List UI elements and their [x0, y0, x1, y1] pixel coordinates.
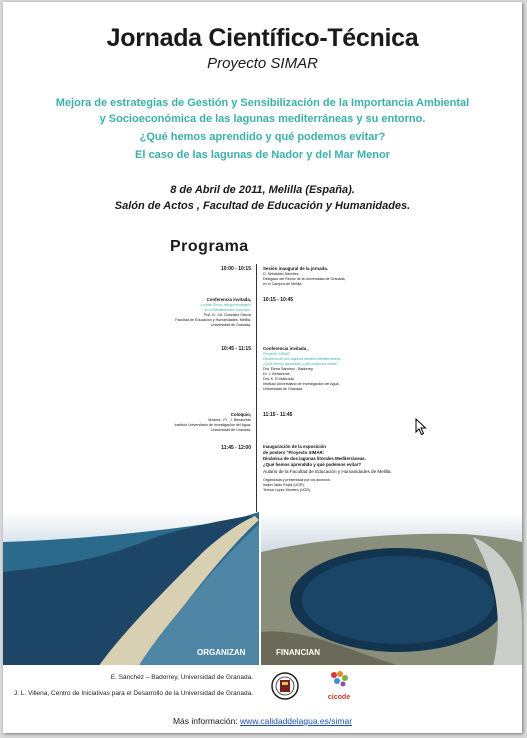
session-1-line: Delegado del Rector de la Universidad de Granada, [263, 277, 346, 281]
session-5-time: 11:45 - 12:00 [221, 445, 251, 451]
session-1-time: 10:00 - 10:15 [220, 266, 251, 272]
session-5-line: ¿Qué hemos aprendido y qué podemos evitar? [263, 462, 362, 467]
intro-line-3: ¿Qué hemos aprendido y qué podemos evitar? [139, 131, 386, 143]
credit-2: J. L. Villena, Centro de Iniciativas para el Desarrollo de la Universidad de Granada. [13, 690, 253, 697]
cicode-logo [316, 669, 362, 707]
session-2-line: en el Mediterráneo marroquí. [204, 308, 251, 312]
session-5-line: Aulario de la Facultad de Educación y Humanidades de Melilla. [263, 469, 392, 474]
session-3-title: Conferencia invitada , [263, 346, 309, 351]
lagoons-photo-illustration [3, 512, 522, 667]
poster-title: Jornada Científico-Técnica [106, 24, 419, 52]
timeline-divider [256, 264, 257, 516]
session-1-title: Sesión inaugural de la jornada. [263, 266, 328, 271]
session-5-line: Organizada y presentada por los alumnos: [263, 478, 331, 482]
more-info-link[interactable]: www.calidaddelagua.es/simar [240, 716, 353, 726]
intro-line-1: Mejora de estrategias de Gestión y Sensibilización de la Importancia Ambiental [55, 97, 470, 109]
session-3-line: Universidad de Granada. [263, 387, 303, 391]
session-1-line: D. Sebastián Sánchez , [263, 272, 301, 276]
organizan-label: ORGANIZAN [197, 648, 246, 657]
session-1-line: en el Campus de Melilla. [263, 282, 303, 286]
session-1-details [263, 266, 463, 287]
session-2-title: Conferencia invitada, [206, 297, 251, 302]
session-3-time: 10:45 - 11:15 [221, 346, 251, 352]
session-5-line: Teresa López Montero (UGR). [263, 488, 312, 492]
session-4-line: Modera : Pr . J. Benavente [208, 418, 251, 422]
session-4-time: 11:15 - 11:45 [263, 412, 293, 418]
session-5-title: Inauguración de la exposición [263, 444, 326, 449]
lagoons-aerial-photo [3, 512, 522, 667]
session-4-details [111, 412, 251, 433]
session-5-line: Isabel Jaldo Rojas (UGR), [263, 483, 305, 487]
credit-1: E. Sánchez – Badorrey, Universidad de Granada. [110, 674, 253, 681]
session-4-title: Coloquio, [230, 412, 251, 417]
session-4-line: Universidad de Granada. [211, 428, 251, 432]
poster-page [3, 2, 522, 733]
event-date: 8 de Abril de 2011, Melilla (España). [170, 184, 355, 196]
session-3-line: Instituto Universitario de Investigación del Agua, [263, 382, 340, 386]
session-3-line: Dr. J. Benavente, [263, 372, 291, 376]
session-3-details [263, 346, 463, 392]
session-2-time: 10:15 - 10:45 [263, 297, 294, 303]
poster-subtitle: Proyecto SIMAR [207, 55, 318, 72]
session-2-details [111, 297, 251, 328]
session-3-line: Dra. Elena Sánchez - Badorrey, [263, 367, 314, 371]
university-seal-icon [271, 671, 299, 701]
event-venue: Salón de Actos , Facultad de Educación y Humanidades. [114, 200, 411, 212]
session-5-line: de posters "Proyecto SIMAR: [263, 450, 325, 455]
session-2-line: Universidad de Granada. [211, 323, 251, 327]
session-2-line: Prof. D. J.A. González García [203, 313, 251, 317]
intro-line-2: y Socioeconómica de las lagunas mediterráneas y su entorno. [99, 113, 426, 125]
session-2-line: La Mar Chica: refugio ecológico [200, 303, 251, 307]
credits-area [3, 665, 522, 713]
intro-line-4: El caso de las lagunas de Nador y del Mar Menor [135, 149, 390, 161]
cicode-logo-text: cicode [327, 694, 351, 701]
more-info-label: Más información: [172, 716, 238, 726]
mouse-cursor-icon [415, 418, 427, 441]
session-5-details [263, 444, 473, 493]
session-5-line: Dinámica de dos lagunas litorales Mediterráneas. [263, 456, 366, 461]
session-3-line: Proyecto SIMAR : [263, 352, 292, 356]
session-3-line: Dra. K. El Mabrouki [263, 377, 295, 381]
session-4-line: Instituto Universitario de Investigación del Agua, [174, 423, 251, 427]
session-3-line: Dinámica de dos lagunas litorales Mediterráneas. [263, 357, 342, 361]
session-3-line: ¿Qué hemos aprendido y qué podemos evitar? [263, 362, 339, 366]
programa-heading: Programa [170, 238, 249, 255]
financian-label: FINANCIAN [276, 648, 320, 657]
session-2-line: Facultad de Educación y Humanidades, Melilla, [175, 318, 251, 322]
more-info [3, 716, 522, 726]
cicode-logo-icon [328, 669, 350, 689]
